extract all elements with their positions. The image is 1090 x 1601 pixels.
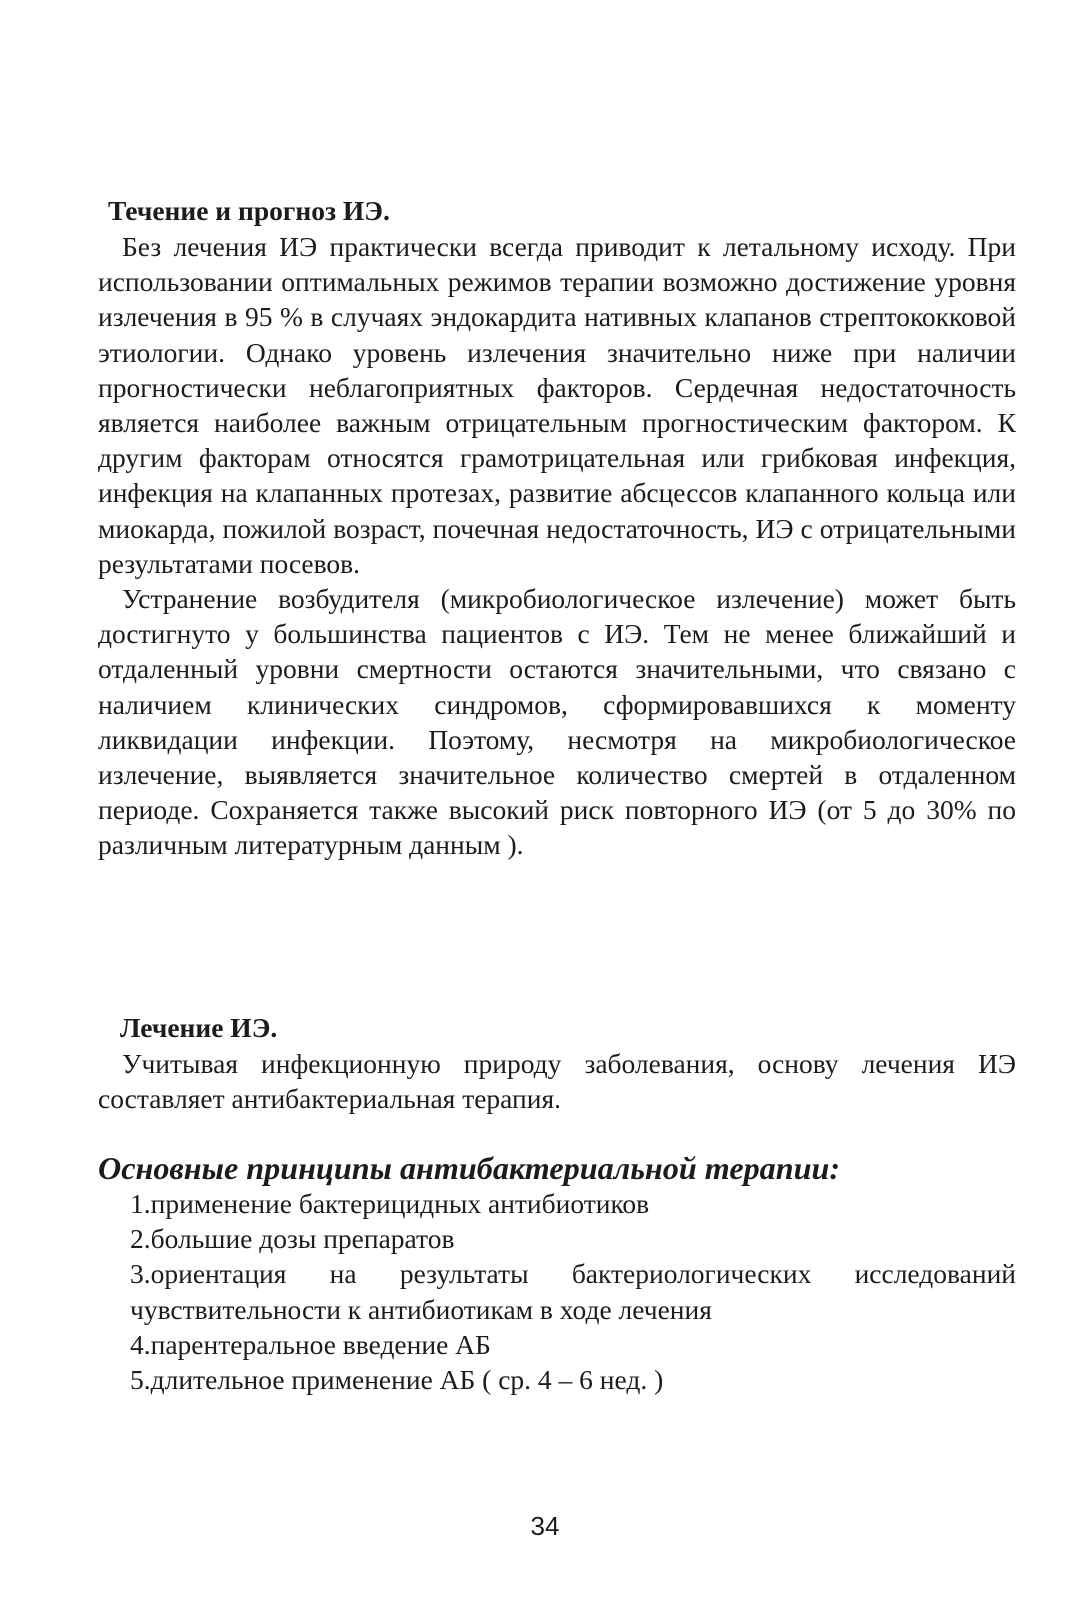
list-item-number: 4.: [130, 1328, 151, 1360]
list-item: [98, 1186, 1016, 1221]
list-item-number: 5.: [130, 1364, 151, 1396]
principles-list: [98, 1186, 1016, 1397]
section-treatment: [98, 1010, 1016, 1116]
list-item-number: 2.: [130, 1223, 151, 1255]
subsection-heading: Основные принципы антибактериальной терапии:: [98, 1150, 841, 1186]
list-item-text: применение бактерицидных антибиотиков: [150, 1188, 650, 1219]
list-item-number: 1.: [130, 1188, 151, 1219]
list-item: [98, 1327, 1016, 1362]
list-item-text: ориентация на результаты бактериологических исследований чувствительности к антибиотикам в ходе лечения: [130, 1258, 1016, 1325]
paragraph: Без лечения ИЭ практически всегда приводит к летальному исходу. При использовании оптимальных режимов терапии возможно достижение уровня излечения в 95 % в случаях эндокардита нативных клапанов стрептококковой этиологии. Однако уровень излечения значительно ниже при наличии прогностически неблагоприятных факторов. Сердечная недостаточность является наиболее важным отрицательным прогностическим фактором. К другим факторам относятся грамотрицательная или грибковая инфекция, инфекция на клапанных протезах, развитие абсцессов клапанного кольца или миокарда, пожилой возраст, почечная недостаточность, ИЭ с отрицательными результатами посевов.: [98, 231, 1016, 579]
list-item: [98, 1362, 1016, 1397]
list-item: [98, 1221, 1016, 1256]
section-heading: Лечение ИЭ.: [120, 1012, 278, 1043]
list-item-text: парентеральное введение АБ: [150, 1328, 491, 1360]
paragraph: Учитывая инфекционную природу заболевания, основу лечения ИЭ составляет антибактериальная терапия.: [98, 1048, 1016, 1115]
paragraph: Устранение возбудителя (микробиологическое излечение) может быть достигнуто у большинства пациентов с ИЭ. Тем не менее ближайший и отдаленный уровни смертности остаются значительными, что связано с наличием клинических синдромов, сформировавшихся к моменту ликвидации инфекции. Поэтому, несмотря на микробиологическое излечение, выявляется значительное количество смертей в отдаленном периоде. Сохраняется также высокий риск повторного ИЭ (от 5 до 30% по различным литературным данным ).: [98, 583, 1016, 861]
page-number: 34: [530, 1511, 560, 1541]
section-heading: Течение и прогноз ИЭ.: [108, 195, 390, 226]
list-item-text: большие дозы препаратов: [150, 1223, 455, 1255]
section-course-prognosis: [98, 193, 1016, 863]
list-item-text: длительное применение АБ ( ср. 4 – 6 нед. ): [150, 1364, 664, 1396]
list-item: [98, 1256, 1016, 1326]
list-item-number: 3.: [130, 1258, 151, 1290]
section-principles: [98, 1150, 1016, 1397]
